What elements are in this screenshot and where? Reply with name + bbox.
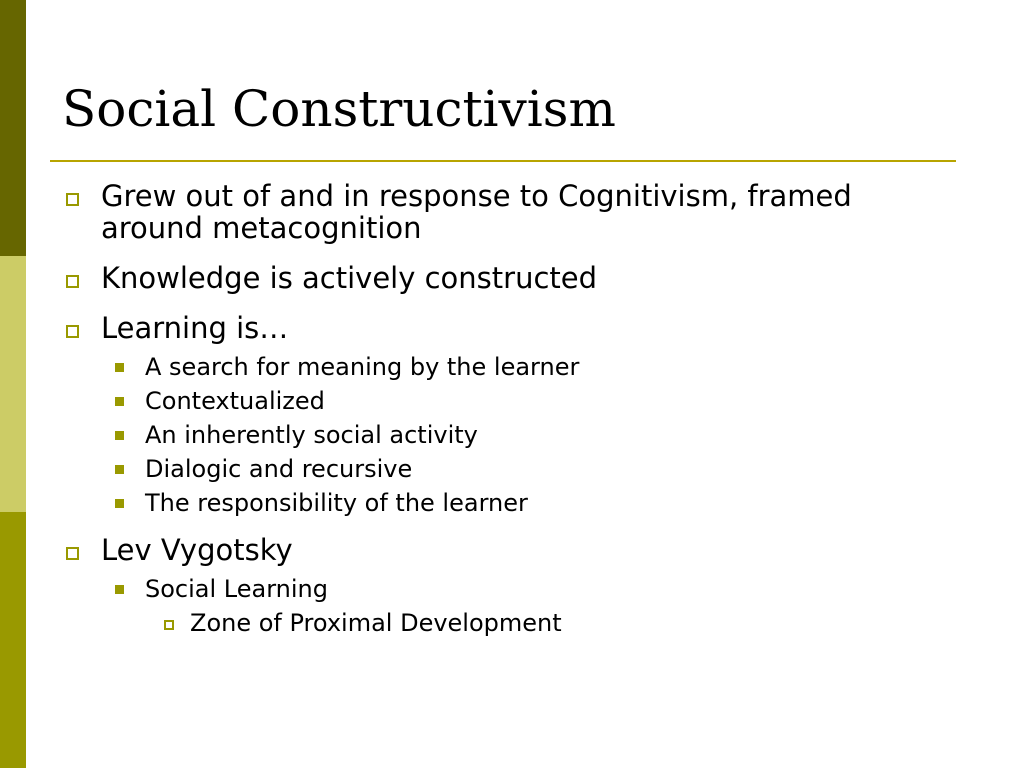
bullet-text: Lev Vygotsky: [101, 533, 293, 567]
small-hollow-square-bullet-icon: [164, 620, 174, 630]
bullet-item: [62, 180, 942, 244]
filled-square-bullet-icon: [115, 397, 124, 406]
side-accent-bar: [0, 0, 26, 768]
filled-square-bullet-icon: [115, 499, 124, 508]
bullet-text: Learning is…: [101, 311, 289, 345]
sub-bullet-text: A search for meaning by the learner: [145, 353, 580, 381]
bullet-text: Knowledge is actively constructed: [101, 261, 598, 295]
sub-sub-bullet-item: [62, 606, 942, 640]
hollow-square-bullet-icon: [66, 325, 79, 338]
filled-square-bullet-icon: [115, 465, 124, 474]
side-bar-segment-middle: [0, 256, 26, 512]
sub-bullet-text: Contextualized: [145, 387, 325, 415]
filled-square-bullet-icon: [115, 363, 124, 372]
sub-bullet-item: [62, 418, 942, 452]
sub-bullet-text: An inherently social activity: [145, 421, 478, 449]
bullet-item: [62, 262, 942, 294]
side-bar-segment-top: [0, 0, 26, 256]
sub-bullet-text: Social Learning: [145, 575, 328, 603]
filled-square-bullet-icon: [115, 585, 124, 594]
bullet-item: [62, 534, 942, 566]
side-bar-segment-bottom: [0, 512, 26, 768]
hollow-square-bullet-icon: [66, 275, 79, 288]
sub-bullet-item: [62, 350, 942, 384]
bullet-item: [62, 312, 942, 344]
slide-title: Social Constructivism: [62, 80, 616, 138]
sub-bullet-item: [62, 572, 942, 606]
hollow-square-bullet-icon: [66, 193, 79, 206]
title-divider: [50, 160, 956, 162]
sub-bullet-text: The responsibility of the learner: [145, 489, 528, 517]
sub-bullet-item: [62, 486, 942, 520]
hollow-square-bullet-icon: [66, 547, 79, 560]
sub-bullet-item: [62, 452, 942, 486]
bullet-text: Grew out of and in response to Cognitivism, framed around metacognition: [101, 179, 852, 245]
sub-sub-bullet-text: Zone of Proximal Development: [190, 609, 562, 637]
filled-square-bullet-icon: [115, 431, 124, 440]
sub-bullet-text: Dialogic and recursive: [145, 455, 413, 483]
sub-bullet-item: [62, 384, 942, 418]
slide-content: [62, 180, 942, 640]
